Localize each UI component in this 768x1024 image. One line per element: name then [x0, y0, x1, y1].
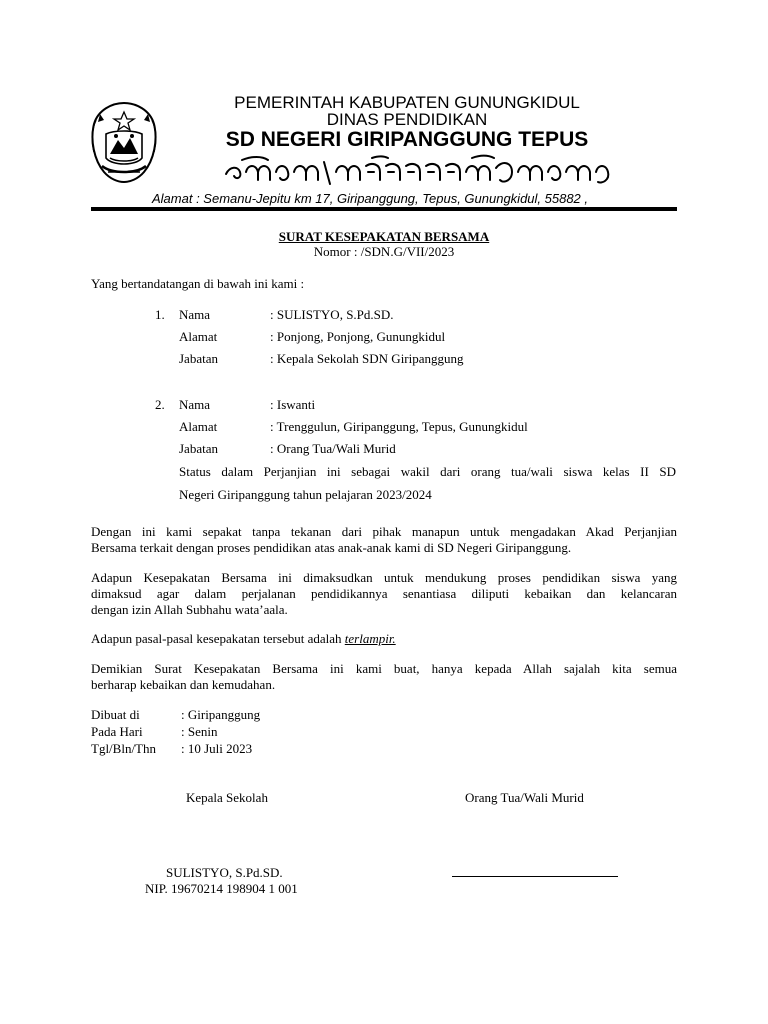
paragraph-2-line-3: dengan izin Allah Subhahu wata’aala.	[91, 602, 288, 617]
principal-name: SULISTYO, S.Pd.SD.	[166, 865, 283, 880]
party1-position-value: : Kepala Sekolah SDN Giripanggung	[270, 351, 464, 366]
party2-status-line-2: Negeri Giripanggung tahun pelajaran 2023/2024	[179, 487, 432, 502]
paragraph-2-line-2: dimaksud agar dalam perjalanan pendidikannya senantiasa diliputi kebaikan dan kelancaran	[91, 586, 677, 601]
party2-address-label: Alamat	[179, 419, 218, 434]
intro-text: Yang bertandatangan di bawah ini kami :	[91, 276, 305, 291]
document-title: SURAT KESEPAKATAN BERSAMA	[278, 229, 490, 244]
paragraph-3	[91, 630, 396, 647]
party1-name-value: : SULISTYO, S.Pd.SD.	[270, 307, 394, 322]
party1-position-label: Jabatan	[179, 351, 218, 366]
paragraph-4-line-1: Demikian Surat Kesepakatan Bersama ini kami buat, hanya kepada Allah sajalah kita semua	[91, 661, 677, 676]
attachment-reference: terlampir.	[344, 631, 396, 646]
party1-address-label: Alamat	[179, 329, 218, 344]
party2-status-line-1: Status dalam Perjanjian ini sebagai wakil dari orang tua/wali siswa kelas II SD	[179, 464, 676, 479]
made-at-label: Dibuat di	[91, 707, 140, 722]
made-at-value: : Giripanggung	[181, 707, 261, 722]
principal-signature-title: Kepala Sekolah	[186, 790, 268, 805]
party2-address-value: : Trenggulun, Giripanggung, Tepus, Gunungkidul	[270, 419, 528, 434]
regency-emblem-logo	[88, 100, 160, 184]
party2-position-value: : Orang Tua/Wali Murid	[270, 441, 396, 456]
date-label: Tgl/Bln/Thn	[91, 741, 156, 756]
party1-address-value: : Ponjong, Ponjong, Gunungkidul	[270, 329, 446, 344]
party2-name-label: Nama	[179, 397, 211, 412]
paragraph-3-text: Adapun pasal-pasal kesepakatan tersebut adalah	[91, 631, 345, 646]
header-school-name: SD NEGERI GIRIPANGGUNG TEPUS	[225, 128, 589, 151]
javanese-script-school-name	[222, 154, 622, 188]
letterhead-divider	[91, 207, 677, 211]
principal-nip: NIP. 19670214 198904 1 001	[145, 881, 298, 896]
document-number: Nomor : /SDN.G/VII/2023	[313, 244, 455, 259]
party2-position-label: Jabatan	[179, 441, 218, 456]
party1-name-label: Nama	[179, 307, 211, 322]
header-government-line: PEMERINTAH KABUPATEN GUNUNGKIDUL	[234, 93, 580, 112]
day-value: : Senin	[181, 724, 218, 739]
header-department-line: DINAS PENDIDIKAN	[326, 110, 488, 129]
parent-signature-title: Orang Tua/Wali Murid	[465, 790, 584, 805]
paragraph-1-line-1: Dengan ini kami sepakat tanpa tekanan dari pihak manapun untuk mengadakan Akad Perjanjian	[91, 524, 677, 539]
day-label: Pada Hari	[91, 724, 143, 739]
party2-name-value: : Iswanti	[270, 397, 316, 412]
paragraph-1-line-2: Bersama terkait dengan proses pendidikan atas anak-anak kami di SD Negeri Giripanggung.	[91, 540, 572, 555]
school-address: Alamat : Semanu-Jepitu km 17, Giripanggung, Tepus, Gunungkidul, 55882 ,	[152, 191, 589, 206]
paragraph-2-line-1: Adapun Kesepakatan Bersama ini dimaksudkan untuk mendukung proses pendidikan siswa yang	[91, 570, 677, 585]
date-value: : 10 Juli 2023	[181, 741, 253, 756]
party1-number: 1.	[155, 307, 165, 322]
paragraph-4-line-2: berharap kebaikan dan kemudahan.	[91, 677, 276, 692]
party2-number: 2.	[155, 397, 165, 412]
parent-signature-line	[452, 876, 618, 877]
